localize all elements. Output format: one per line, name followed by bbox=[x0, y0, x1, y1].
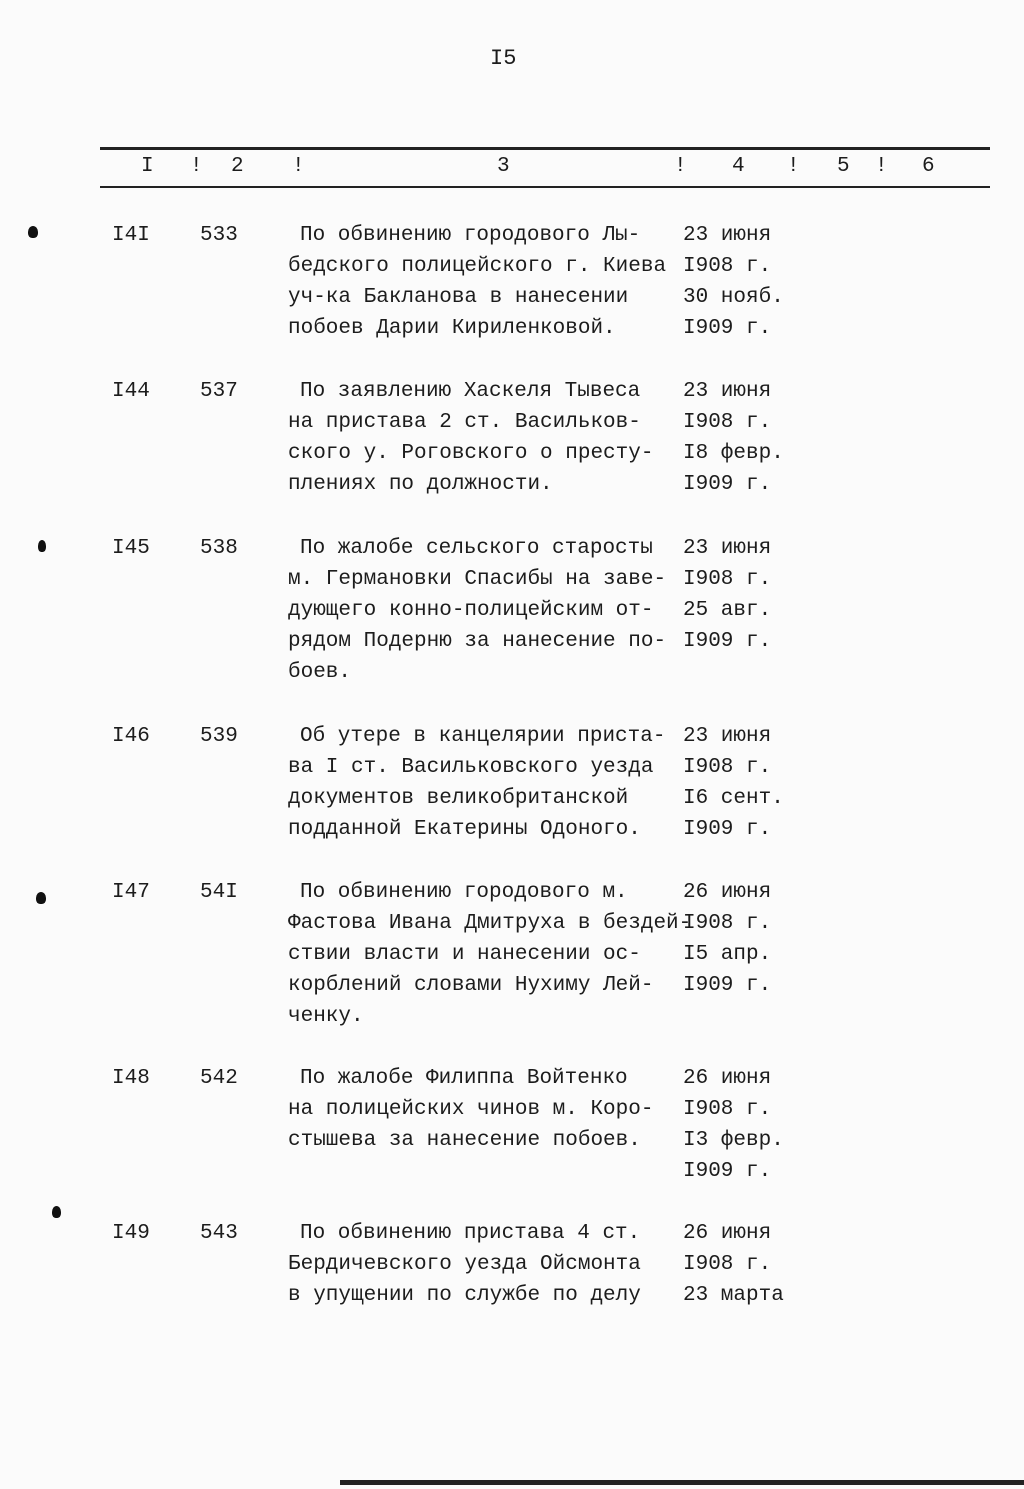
file-number: 539 bbox=[200, 725, 238, 748]
entry-dates bbox=[683, 1218, 784, 1311]
description-line: По заявлению Хаскеля Тывеса bbox=[300, 380, 641, 403]
description-line: документов великобританской bbox=[288, 787, 629, 810]
description-line: ченку. bbox=[288, 1005, 364, 1028]
date-line: I908 г. bbox=[683, 912, 772, 935]
description-line: корблений словами Нухиму Лей- bbox=[288, 974, 654, 997]
margin-mark bbox=[38, 540, 46, 552]
margin-mark bbox=[36, 892, 46, 904]
date-line: I3 февр. bbox=[683, 1129, 784, 1152]
file-number: 538 bbox=[200, 537, 238, 560]
page-number: I5 bbox=[490, 46, 517, 71]
description-line: Фастова Ивана Дмитруха в бездей- bbox=[288, 912, 692, 935]
margin-mark bbox=[28, 226, 38, 238]
date-line: I8 февр. bbox=[683, 442, 784, 465]
entry-number: I47 bbox=[112, 881, 150, 904]
date-line: 26 июня bbox=[683, 1067, 772, 1090]
margin-mark bbox=[52, 1206, 61, 1218]
entry-dates bbox=[683, 721, 784, 845]
date-line: I6 сент. bbox=[683, 787, 784, 810]
date-line: I908 г. bbox=[683, 756, 772, 779]
entry-dates bbox=[683, 1063, 784, 1187]
description-line: По обвинению городового Лы- bbox=[300, 224, 641, 247]
entry-dates bbox=[683, 220, 784, 344]
entry-dates bbox=[683, 533, 771, 657]
description-line: Бердичевского уезда Ойсмонта bbox=[288, 1253, 641, 1276]
description-line: По жалобе Филиппа Войтенко bbox=[300, 1067, 628, 1090]
description-line: боев. bbox=[288, 661, 352, 684]
description-line: бедского полицейского г. Киева bbox=[288, 255, 667, 278]
file-number: 537 bbox=[200, 380, 238, 403]
date-line: I909 г. bbox=[683, 473, 772, 496]
header-col-3: 3 bbox=[497, 155, 510, 178]
date-line: 23 июня bbox=[683, 224, 772, 247]
date-line: 25 авг. bbox=[683, 599, 772, 622]
entry-description bbox=[288, 1218, 688, 1311]
table-top-rule bbox=[100, 147, 990, 150]
description-line: на пристава 2 ст. Васильков- bbox=[288, 411, 641, 434]
header-col-2: 2 bbox=[231, 155, 244, 178]
file-number: 542 bbox=[200, 1067, 238, 1090]
date-line: 23 июня bbox=[683, 537, 772, 560]
entry-dates bbox=[683, 877, 771, 1001]
description-line: ва I ст. Васильковского уезда bbox=[288, 756, 654, 779]
date-line: I908 г. bbox=[683, 1098, 772, 1121]
header-separator: ! bbox=[674, 155, 687, 178]
entry-description bbox=[288, 877, 692, 1032]
file-number: 543 bbox=[200, 1222, 238, 1245]
description-line: ского у. Роговского о престу- bbox=[288, 442, 654, 465]
header-col-6: 6 bbox=[922, 155, 935, 178]
file-number: 533 bbox=[200, 224, 238, 247]
description-line: По обвинению городового м. bbox=[300, 881, 628, 904]
entry-description bbox=[288, 533, 688, 688]
date-line: 23 июня bbox=[683, 725, 772, 748]
header-separator: ! bbox=[875, 155, 888, 178]
date-line: I908 г. bbox=[683, 1253, 772, 1276]
bottom-rule bbox=[340, 1480, 1024, 1485]
description-line: в упущении по службе по делу bbox=[288, 1284, 641, 1307]
description-line: дующего конно-полицейским от- bbox=[288, 599, 654, 622]
entry-description bbox=[288, 376, 688, 500]
description-line: По жалобе сельского старосты bbox=[300, 537, 653, 560]
header-col-5: 5 bbox=[837, 155, 850, 178]
entry-number: I46 bbox=[112, 725, 150, 748]
description-line: ствии власти и нанесении ос- bbox=[288, 943, 641, 966]
date-line: I909 г. bbox=[683, 818, 772, 841]
entry-description bbox=[288, 1063, 688, 1156]
date-line: I908 г. bbox=[683, 568, 772, 591]
entry-description bbox=[288, 220, 688, 344]
date-line: 30 нояб. bbox=[683, 286, 784, 309]
description-line: Об утере в канцелярии приста- bbox=[300, 725, 666, 748]
entry-dates bbox=[683, 376, 784, 500]
date-line: I908 г. bbox=[683, 255, 772, 278]
header-col-1: I bbox=[141, 155, 154, 178]
header-col-4: 4 bbox=[732, 155, 745, 178]
date-line: 23 марта bbox=[683, 1284, 784, 1307]
description-line: уч-ка Бакланова в нанесении bbox=[288, 286, 629, 309]
date-line: 23 июня bbox=[683, 380, 772, 403]
date-line: 26 июня bbox=[683, 1222, 772, 1245]
entry-number: I49 bbox=[112, 1222, 150, 1245]
date-line: I909 г. bbox=[683, 974, 772, 997]
date-line: I909 г. bbox=[683, 317, 772, 340]
date-line: I5 апр. bbox=[683, 943, 772, 966]
date-line: I909 г. bbox=[683, 630, 772, 653]
description-line: побоев Дарии Кириленковой. bbox=[288, 317, 616, 340]
description-line: По обвинению пристава 4 ст. bbox=[300, 1222, 641, 1245]
entry-number: I45 bbox=[112, 537, 150, 560]
entry-number: I4I bbox=[112, 224, 150, 247]
description-line: на полицейских чинов м. Коро- bbox=[288, 1098, 654, 1121]
date-line: 26 июня bbox=[683, 881, 772, 904]
description-line: стышева за нанесение побоев. bbox=[288, 1129, 641, 1152]
header-separator: ! bbox=[787, 155, 800, 178]
description-line: рядом Подерню за нанесение по- bbox=[288, 630, 667, 653]
header-separator: ! bbox=[190, 155, 203, 178]
date-line: I908 г. bbox=[683, 411, 772, 434]
file-number: 54I bbox=[200, 881, 238, 904]
entry-number: I48 bbox=[112, 1067, 150, 1090]
entry-description bbox=[288, 721, 688, 845]
table-header-rule bbox=[100, 186, 990, 188]
entry-number: I44 bbox=[112, 380, 150, 403]
header-separator: ! bbox=[292, 155, 305, 178]
description-line: подданной Екатерины Одоного. bbox=[288, 818, 641, 841]
description-line: плениях по должности. bbox=[288, 473, 553, 496]
date-line: I909 г. bbox=[683, 1160, 772, 1183]
description-line: м. Германовки Спасибы на заве- bbox=[288, 568, 667, 591]
